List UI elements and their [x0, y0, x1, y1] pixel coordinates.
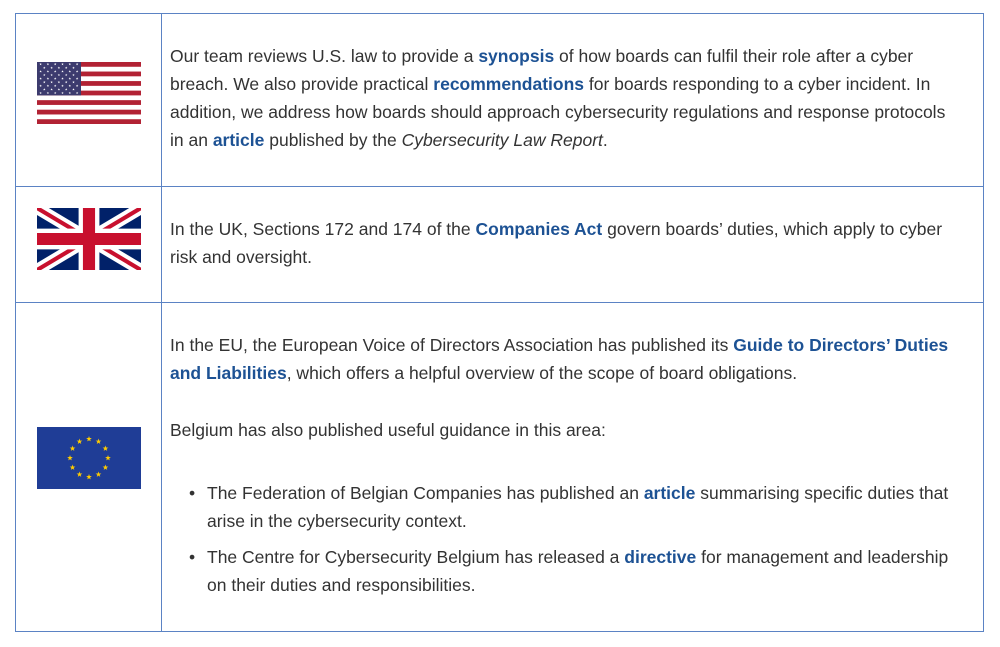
flag-cell-eu — [16, 303, 162, 631]
eu-flag-icon — [37, 427, 141, 489]
uk-flag-icon — [37, 208, 141, 270]
us-text-5: . — [602, 130, 608, 150]
bullet-1-text-1: The Federation of Belgian Companies has published an — [207, 483, 644, 503]
eu-text-1: In the EU, the European Voice of Directors Association has published its — [170, 335, 734, 355]
list-item — [207, 479, 963, 535]
row-uk — [16, 186, 983, 302]
companies-act-link[interactable]: Companies Act — [475, 219, 603, 239]
belgian-article-link[interactable]: article — [643, 483, 696, 503]
bullet-2-text-1: The Centre for Cybersecurity Belgium has released a — [207, 547, 625, 567]
eu-text-2: , which offers a helpful overview of the scope of board obligations. — [286, 363, 798, 383]
us-text-4: published by the — [264, 130, 402, 150]
uk-text-2: govern boards’ duties, which apply to cyber risk and oversight. — [170, 219, 943, 267]
us-text-3: for boards responding to a cyber incident. In addition, we address how boards should approach cybersecurity regulations and response protocols in an — [170, 74, 946, 150]
recommendations-link[interactable]: recommendations — [433, 74, 585, 94]
belgium-guidance-list — [170, 479, 963, 599]
publication-title: Cybersecurity Law Report — [401, 130, 603, 150]
eu-paragraph — [170, 331, 963, 387]
uk-text-1: In the UK, Sections 172 and 174 of the — [170, 219, 476, 239]
uk-paragraph — [170, 215, 963, 271]
flag-cell-us — [16, 14, 162, 186]
text-cell-eu — [162, 303, 983, 631]
flag-cell-uk — [16, 187, 162, 302]
list-item — [207, 543, 963, 599]
directive-link[interactable]: directive — [624, 547, 697, 567]
row-eu — [16, 302, 983, 631]
us-paragraph — [170, 42, 963, 154]
jurisdiction-table — [15, 13, 984, 632]
us-article-link[interactable]: article — [212, 130, 265, 150]
us-flag-icon — [37, 62, 141, 124]
belgium-paragraph: Belgium has also published useful guidance in this area: — [170, 420, 606, 440]
text-cell-us — [162, 14, 983, 186]
bullet-1-text-2: summarising specific duties that arise in the cybersecurity context. — [207, 483, 949, 531]
row-us — [16, 14, 983, 186]
bullet-2-text-2: for management and leadership on their duties and responsibilities. — [207, 547, 949, 595]
directors-guide-link[interactable]: Guide to Directors’ Duties and Liabilities — [170, 335, 949, 383]
us-text-2: of how boards can fulfil their role after a cyber breach. We also provide practical — [170, 46, 914, 94]
text-cell-uk — [162, 187, 983, 302]
synopsis-link[interactable]: synopsis — [478, 46, 555, 66]
us-text-1: Our team reviews U.S. law to provide a — [170, 46, 479, 66]
